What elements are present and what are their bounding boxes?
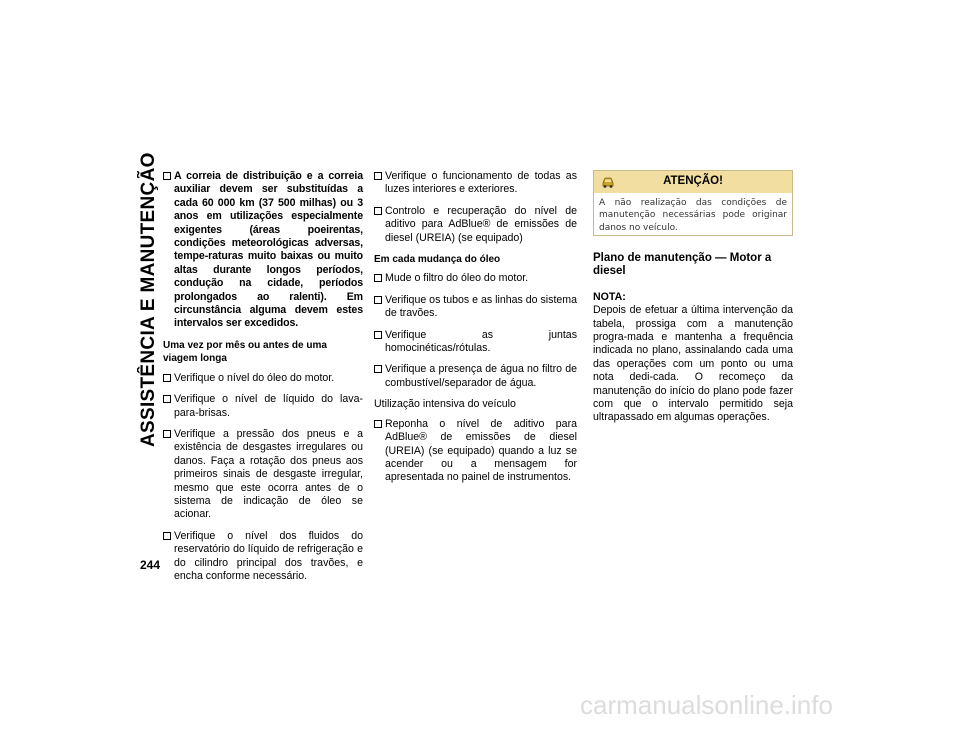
list-item-text: Controlo e recuperação do nível de aditivo para AdBlue® de emissões de diesel (UREIA) (se equipado) <box>385 204 577 244</box>
section-title: Plano de manutenção — Motor a diesel <box>593 252 772 278</box>
list-item <box>163 530 363 584</box>
list-item <box>374 294 577 321</box>
note-label: NOTA: <box>593 290 626 303</box>
checkbox-icon <box>374 274 382 282</box>
warning-header <box>594 171 792 193</box>
note-text: Depois de efetuar a última intervenção da tabela, prossiga com a manutenção progra-mada e mantenha a frequência indicada no plano, assinalando cada uma das operações com um ponto ou uma nota dedi-cada. O recomeço da manutenção do início do plano pode fazer com que o intervalo permitido seja ultrapassado em algumas operações. <box>593 304 793 424</box>
watermark: carmanualsonline.info <box>580 690 833 720</box>
checkbox-icon <box>163 172 171 180</box>
list-item-text: Verifique as juntas homocinéticas/rótulas. <box>385 328 577 355</box>
checkbox-icon <box>163 532 171 540</box>
checkbox-icon <box>163 374 171 382</box>
list-item <box>374 329 577 356</box>
list-item-text: Verifique o nível de líquido do lava-para-brisas. <box>174 393 363 419</box>
list-item <box>163 428 363 522</box>
list-item <box>374 205 577 245</box>
checkbox-icon <box>374 420 382 428</box>
checkbox-icon <box>163 395 171 403</box>
checkbox-icon <box>374 296 382 304</box>
monthly-heading: Uma vez por mês ou antes de uma viagem longa <box>163 339 327 365</box>
list-item <box>163 372 363 385</box>
checkbox-icon <box>374 207 382 215</box>
list-item <box>163 393 363 420</box>
warning-text: A não realização das condições de manutenção necessárias pode originar danos no veículo. <box>599 198 787 233</box>
list-item-text: A correia de distribuição e a correia auxiliar devem ser substituídas a cada 60 000 km (37 500 milhas) ou 3 anos em utilizações especialmente exigentes (áreas poeirentas, condições meteorológicas adversas, tempe-raturas muito baixas ou muito altas durante longos períodos, condução na cidade, períodos prolongados ao ralenti). Em circunstância alguma devem estes intervalos ser excedidos. <box>174 170 363 330</box>
oil-change-heading: Em cada mudança do óleo <box>374 254 501 266</box>
column-3 <box>593 170 793 425</box>
intensive-use-heading: Utilização intensiva do veículo <box>374 398 516 411</box>
column-2 <box>374 170 577 493</box>
list-item-text: Mude o filtro do óleo do motor. <box>385 272 529 285</box>
checkbox-icon <box>374 172 382 180</box>
chapter-title: ASSISTÊNCIA E MANUTENÇÃO <box>138 152 159 448</box>
list-item-timing-belt <box>163 170 363 331</box>
checkbox-icon <box>374 365 382 373</box>
warning-box <box>593 170 793 236</box>
list-item-text: Verifique o nível dos fluidos do reservatório do líquido de refrigeração e do cilindro principal dos travões, e encha conforme necessário. <box>174 529 363 582</box>
list-item <box>374 363 577 390</box>
list-item <box>374 170 577 197</box>
list-item <box>374 272 577 285</box>
list-item-text: Verifique os tubos e as linhas do sistema de travões. <box>385 293 577 320</box>
list-item-text: Verifique o nível do óleo do motor. <box>174 371 335 384</box>
list-item-text: Reponha o nível de aditivo para AdBlue® de emissões de diesel (UREIA) (se equipado) quando a luz se acender ou a mensagem for apresentada no painel de instrumentos. <box>385 417 577 484</box>
checkbox-icon <box>374 331 382 339</box>
column-1 <box>163 170 363 591</box>
list-item-text: Verifique a pressão dos pneus e a existência de desgastes irregulares ou danos. Faça a rotação dos pneus aos primeiros sinais de desgaste irregular, mesmo que este ocorra antes de o sistema de indicação de óleo se acionar. <box>174 427 363 521</box>
list-item-text: Verifique a presença de água no filtro de combustível/separador de água. <box>385 363 577 389</box>
warning-title: ATENÇÃO! <box>663 175 723 188</box>
list-item <box>374 418 577 485</box>
page-number: 244 <box>140 558 161 572</box>
list-item-text: Verifique o funcionamento de todas as luzes interiores e exteriores. <box>385 170 577 196</box>
car-warning-icon <box>600 174 616 190</box>
checkbox-icon <box>163 430 171 438</box>
